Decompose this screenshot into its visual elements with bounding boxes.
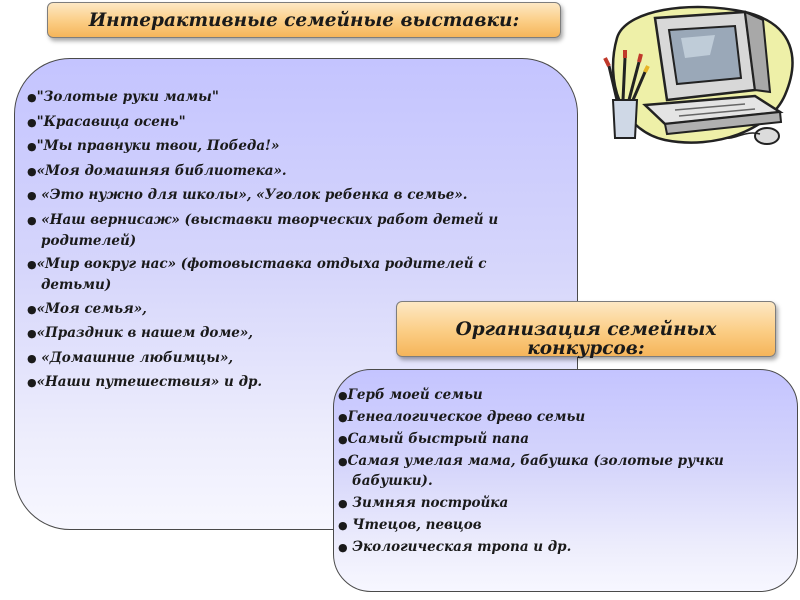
- list-item: ● «Это нужно для школы», «Уголок ребенка в семье».: [27, 187, 468, 203]
- list-item: ●"Мы правнуки твои, Победа!»: [27, 138, 280, 154]
- list-item: ●Герб моей семьи: [338, 387, 483, 403]
- list-item: ●«Моя семья»,: [27, 300, 147, 317]
- list-item: ●Генеалогическое древо семьи: [338, 409, 586, 425]
- contests-title: Организация семейных конкурсов:: [396, 301, 776, 357]
- list-item: ●Самый быстрый папа: [338, 431, 529, 447]
- exhibitions-title: Интерактивные семейные выставки:: [47, 2, 561, 38]
- list-item: ●Самая умелая мама, бабушка (золотые ручки: [338, 453, 724, 469]
- computer-clipart-icon: [595, 0, 800, 160]
- list-item-continuation: родителей): [41, 232, 137, 249]
- list-item: ●"Красавица осень": [27, 113, 186, 130]
- list-item: ●«Наши путешествия» и др.: [27, 374, 263, 390]
- list-item: ●«Праздник в нашем доме»,: [27, 325, 253, 341]
- list-item: ●«Мир вокруг нас» (фотовыставка отдыха родителей с: [27, 256, 487, 272]
- list-item-continuation: бабушки).: [352, 472, 433, 489]
- list-item: ●«Моя домашняя библиотека».: [27, 162, 287, 179]
- list-item: ●"Золотые руки мамы": [27, 89, 219, 105]
- list-item-continuation: детьми): [41, 277, 112, 293]
- list-item: ● Зимняя постройка: [338, 494, 509, 511]
- list-item: ● Экологическая тропа и др.: [338, 538, 572, 555]
- list-item: ● «Домашние любимцы»,: [27, 349, 234, 366]
- contests-list: [338, 386, 724, 560]
- list-item: ● «Наш вернисаж» (выставки творческих работ детей и: [27, 211, 499, 228]
- list-item: ● Чтецов, певцов: [338, 516, 482, 533]
